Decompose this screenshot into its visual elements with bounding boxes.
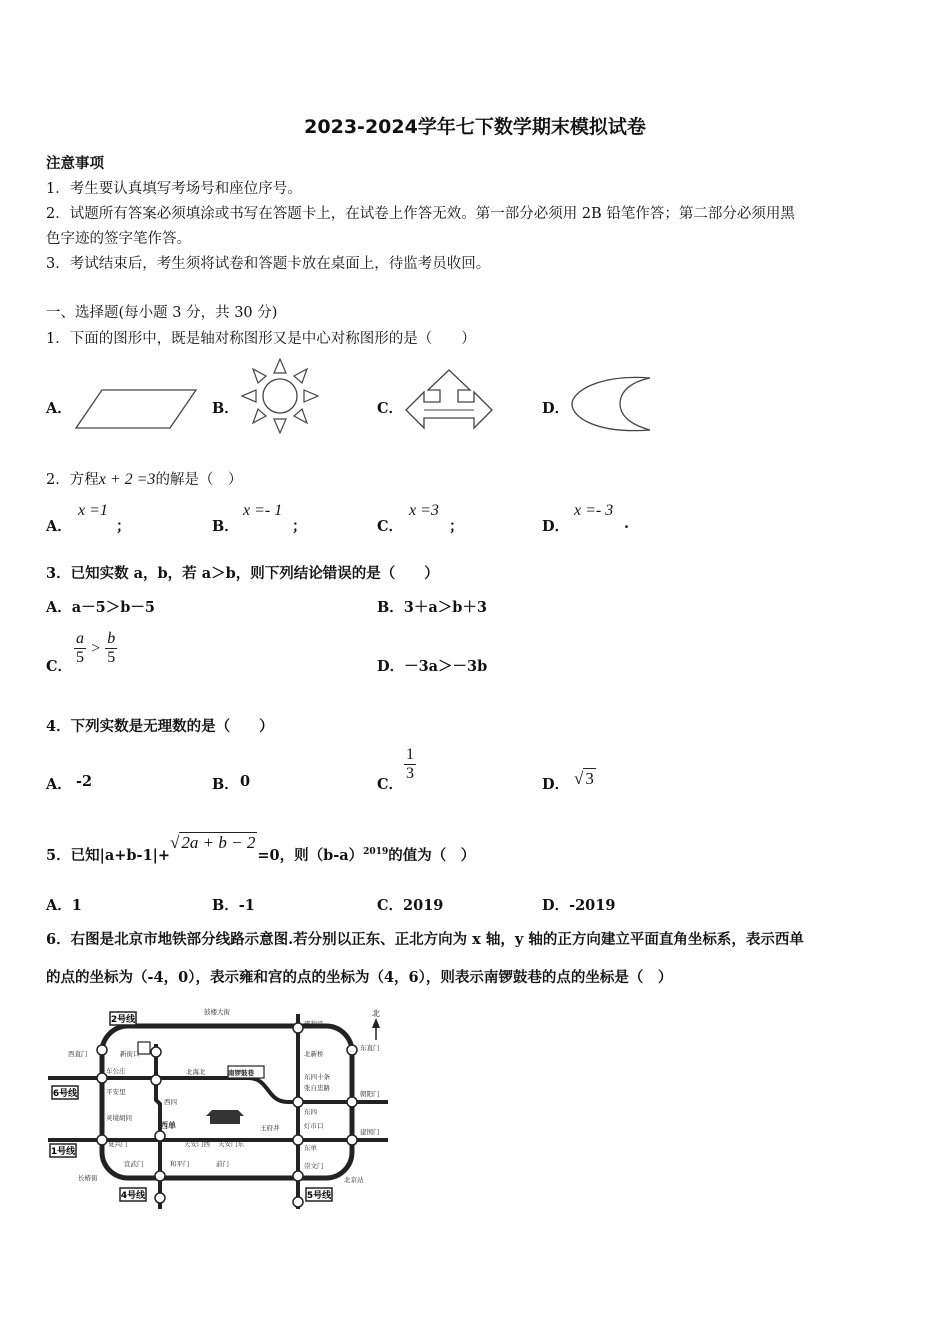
svg-text:新街口: 新街口 bbox=[120, 1050, 140, 1058]
station-yonghegong bbox=[293, 1023, 303, 1033]
station-xinjiekou bbox=[151, 1047, 161, 1057]
question-1-stem: 1．下面的图形中，既是轴对称图形又是中心对称图形的是（ ） bbox=[46, 331, 476, 347]
q4-option-b: 0 bbox=[240, 773, 251, 790]
q2-option-b-label: B． bbox=[212, 518, 239, 535]
arrow-figure bbox=[404, 368, 494, 434]
q2-option-a-label: A． bbox=[46, 518, 72, 535]
svg-text:南锣鼓巷: 南锣鼓巷 bbox=[228, 1069, 254, 1077]
q3-option-d: D．－3a＞－3b bbox=[377, 658, 488, 675]
question-4-stem: 4．下列实数是无理数的是（ ） bbox=[46, 718, 274, 735]
svg-text:东单: 东单 bbox=[304, 1144, 317, 1152]
badge-line-2: 2号线 bbox=[110, 1015, 136, 1025]
station-line4-south bbox=[155, 1193, 165, 1203]
svg-text:西四: 西四 bbox=[164, 1098, 177, 1106]
svg-text:雍和宫: 雍和宫 bbox=[304, 1020, 324, 1028]
question-2-stem bbox=[46, 468, 242, 489]
station-labels bbox=[68, 1007, 380, 1184]
notice-item: 2．试题所有答案必须填涂或书写在答题卡上，在试卷上作答无效。第一部分必须用 2B 铅笔作答；第二部分必须用黑 bbox=[46, 206, 795, 222]
fraction-b-over-5: $\frac{b}{5}$ bbox=[107, 630, 116, 666]
station-south bbox=[293, 1197, 303, 1207]
sun-figure bbox=[238, 356, 322, 436]
svg-text:天安门东: 天安门东 bbox=[218, 1140, 244, 1148]
svg-text:平安里: 平安里 bbox=[106, 1088, 126, 1096]
svg-text:张自忠路: 张自忠路 bbox=[304, 1084, 330, 1092]
station-xuanwumen bbox=[155, 1171, 165, 1181]
svg-text:东四: 东四 bbox=[304, 1108, 317, 1116]
q1-option-d-label: D． bbox=[542, 400, 570, 417]
question-3-stem: 3．已知实数 a，b，若 a＞b，则下列结论错误的是（ ） bbox=[46, 565, 439, 582]
page-title: 2023-2024学年七下数学期末模拟试卷 bbox=[304, 116, 646, 138]
q4-option-a-label: A． bbox=[46, 776, 72, 793]
tiananmen-icon bbox=[206, 1110, 244, 1124]
fraction-a-over-5: $\frac{a}{5}$ bbox=[76, 630, 84, 666]
svg-text:北: 北 bbox=[372, 1009, 380, 1018]
question-5-stem: 5．已知|a+b-1|+√ 2a + b − 2=0，则$(b-a)^{2019}$的值为（ ） bbox=[46, 833, 476, 864]
svg-text:和平门: 和平门 bbox=[170, 1160, 190, 1168]
q4-option-d-label: D． bbox=[542, 776, 570, 793]
notice-item: 1．考生要认真填写考场号和座位序号。 bbox=[46, 181, 302, 197]
q5-option-d: D．-2019 bbox=[542, 897, 616, 914]
question-6-line-1: 6．右图是北京市地铁部分线路示意图.若分别以正东、正北方向为 x 轴，y 轴的正方向建立平面直角坐标系，表示西单 bbox=[46, 931, 804, 948]
q2-option-d-tail: . bbox=[624, 515, 630, 532]
subway-map bbox=[48, 1004, 398, 1216]
q1-option-c-label: C． bbox=[377, 400, 404, 417]
q2-option-d: x =- 3 bbox=[574, 502, 614, 519]
q3-option-c-label: C． bbox=[46, 658, 73, 675]
svg-text:宣武门: 宣武门 bbox=[124, 1160, 144, 1168]
notice-item: 色字迹的签字笔作答。 bbox=[46, 231, 191, 247]
q2-option-d-label: D． bbox=[542, 518, 570, 535]
q4-option-b-label: B． bbox=[212, 776, 239, 793]
q3-option-b: B．3＋a＞b＋3 bbox=[377, 599, 487, 616]
station-dongdan bbox=[293, 1135, 303, 1145]
svg-text:北海北: 北海北 bbox=[186, 1068, 206, 1076]
svg-text:前门: 前门 bbox=[216, 1160, 229, 1168]
q4-option-d-sqrt: √ 3 bbox=[574, 769, 594, 788]
q2-option-a: x =1 bbox=[78, 502, 108, 519]
svg-text:北新桥: 北新桥 bbox=[304, 1050, 324, 1058]
badge-line-6: 6号线 bbox=[52, 1089, 78, 1099]
badge-line-1: 1号线 bbox=[50, 1147, 76, 1157]
station-dongsi bbox=[293, 1097, 303, 1107]
q1-option-a-label: A． bbox=[46, 400, 72, 417]
svg-text:复兴门: 复兴门 bbox=[108, 1140, 128, 1148]
parallelogram-figure bbox=[74, 388, 200, 432]
q2-option-b: x =- 1 bbox=[243, 502, 283, 519]
svg-text:崇文门: 崇文门 bbox=[304, 1162, 324, 1170]
notice-item: 3．考试结束后，考生须将试卷和答题卡放在桌面上，待监考员收回。 bbox=[46, 256, 491, 272]
q5-option-c: C．2019 bbox=[377, 897, 444, 914]
section-heading: 一、选择题(每小题 3 分，共 30 分) bbox=[46, 305, 278, 321]
svg-text:建国门: 建国门 bbox=[360, 1128, 380, 1136]
badge-line-4: 4号线 bbox=[120, 1191, 146, 1201]
svg-text:天安门西: 天安门西 bbox=[184, 1140, 210, 1148]
q2-option-a-tail: ； bbox=[116, 518, 131, 535]
svg-text:灵境胡同: 灵境胡同 bbox=[106, 1114, 132, 1122]
svg-text:车公庄: 车公庄 bbox=[106, 1067, 126, 1075]
q2-option-c-label: C． bbox=[377, 518, 404, 535]
question-6-line-2: 的点的坐标为（-4，0），表示雍和宫的点的坐标为（4，6），则表示南锣鼓巷的点的坐标是（ ） bbox=[46, 969, 673, 986]
q2-stem-post: 的解是（ ） bbox=[155, 472, 243, 488]
q5-option-a: A．1 bbox=[46, 897, 82, 914]
station-chongwenmen bbox=[293, 1171, 303, 1181]
q2-option-c-tail: ； bbox=[449, 518, 464, 535]
q2-stem-pre: 2．方程 bbox=[46, 472, 99, 488]
station-pinganli bbox=[151, 1075, 161, 1085]
svg-text:长椿街: 长椿街 bbox=[78, 1174, 98, 1182]
north-arrow-icon bbox=[372, 1008, 380, 1040]
station-dongzhimen bbox=[347, 1045, 357, 1055]
q5-sqrt-expression: √ 2a + b − 2 bbox=[170, 833, 256, 852]
q3-option-c-expression: $\frac{a}{5}$ > $\frac{b}{5}$ bbox=[76, 630, 116, 666]
q5-option-b: B．-1 bbox=[212, 897, 255, 914]
notice-heading: 注意事项 bbox=[46, 155, 104, 172]
station-fuxingmen bbox=[97, 1135, 107, 1145]
q4-option-c-fraction: $\frac{1}{3}$ bbox=[406, 746, 414, 782]
line-badges bbox=[50, 1012, 332, 1201]
q2-option-b-tail: ； bbox=[292, 518, 307, 535]
svg-text:西直门: 西直门 bbox=[68, 1050, 88, 1058]
station-chaoyangmen bbox=[347, 1097, 357, 1107]
q4-option-a: -2 bbox=[76, 773, 93, 790]
svg-text:东直门: 东直门 bbox=[360, 1044, 380, 1052]
q2-option-c: x =3 bbox=[409, 502, 439, 519]
station-jianguomen bbox=[347, 1135, 357, 1145]
q3-option-a: A．a－5＞b－5 bbox=[46, 599, 155, 616]
svg-text:北京站: 北京站 bbox=[344, 1176, 364, 1184]
svg-text:鼓楼大街: 鼓楼大街 bbox=[204, 1008, 230, 1016]
svg-text:朝阳门: 朝阳门 bbox=[360, 1090, 380, 1098]
svg-text:东四十条: 东四十条 bbox=[304, 1073, 330, 1081]
svg-text:西单: 西单 bbox=[160, 1121, 176, 1130]
station-xizhimen bbox=[97, 1045, 107, 1055]
badge-line-5: 5号线 bbox=[306, 1191, 332, 1201]
svg-text:王府井: 王府井 bbox=[260, 1124, 280, 1132]
station-xidan bbox=[155, 1131, 165, 1141]
q4-option-c-label: C． bbox=[377, 776, 404, 793]
q1-option-b-label: B． bbox=[212, 400, 239, 417]
crescent-figure bbox=[568, 374, 658, 434]
svg-text:灯市口: 灯市口 bbox=[304, 1122, 324, 1130]
q2-equation: x + 2 =3 bbox=[98, 471, 156, 488]
